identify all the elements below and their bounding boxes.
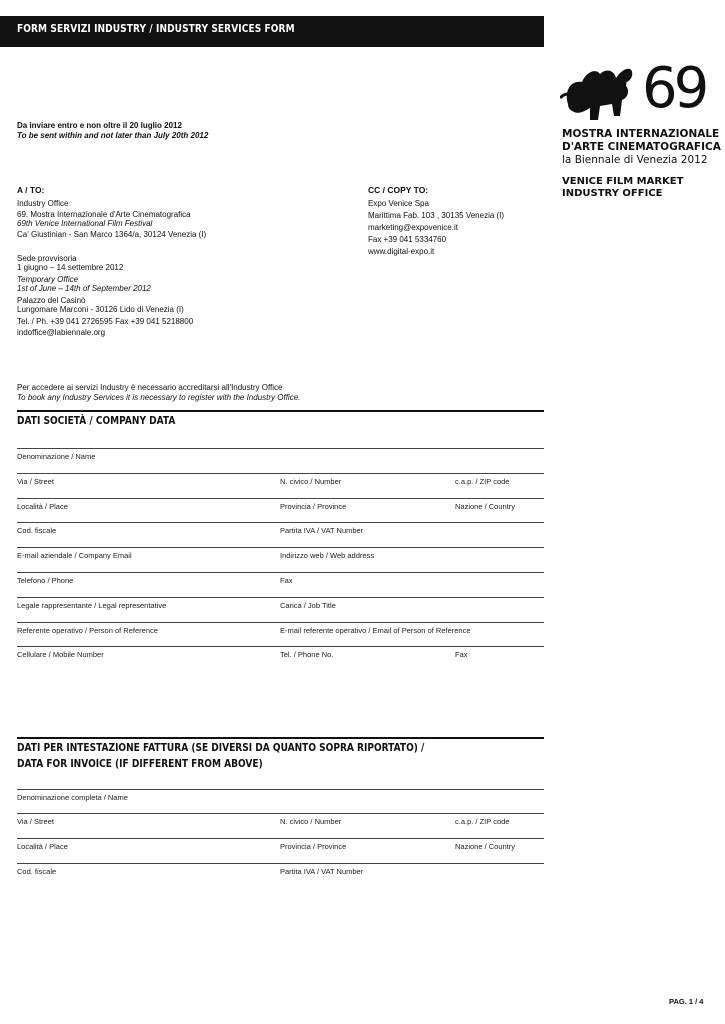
cc-fax: Fax +39 041 5334760: [368, 235, 447, 244]
field-label: Nazione / Country: [455, 502, 516, 511]
to-temp-en-1: Temporary Office: [17, 275, 79, 284]
logo-line-5: INDUSTRY OFFICE: [562, 188, 663, 199]
form-row-reference[interactable]: [17, 622, 544, 641]
field-label: Via / Street: [17, 817, 54, 826]
cc-line: Expo Venice Spa: [368, 199, 429, 208]
to-temp-it-1: Sede provvisoria: [17, 254, 77, 263]
to-temp-it-2: 1 giugno – 14 settembre 2012: [17, 263, 124, 272]
field-label: c.a.p. / ZIP code: [455, 477, 510, 486]
intro-en: To book any Industry Services it is necessary to register with the Industry Office.: [17, 393, 301, 402]
cc-heading: CC / COPY TO:: [368, 185, 429, 195]
page-number: PAG. 1 / 4: [669, 997, 704, 1006]
field-label: E-mail referente operativo / Email of Person of Reference: [280, 626, 471, 635]
form-row-name[interactable]: [17, 448, 544, 467]
section-rule: [17, 737, 544, 739]
cc-line: Marittima Fab. 103 , 30135 Venezia (I): [368, 211, 505, 220]
form-row-legal[interactable]: [17, 597, 544, 616]
cc-website[interactable]: www.digital-expo.it: [368, 247, 435, 256]
invoice-row-tax[interactable]: [17, 863, 544, 882]
field-label: Tel. / Phone No.: [280, 650, 334, 659]
field-label: Denominazione completa / Name: [17, 793, 128, 802]
field-label: N. civico / Number: [280, 477, 342, 486]
form-title: FORM SERVIZI INDUSTRY / INDUSTRY SERVICES FORM: [17, 23, 295, 35]
field-label: Denominazione / Name: [17, 452, 96, 461]
company-section-heading: DATI SOCIETÀ / COMPANY DATA: [17, 415, 176, 427]
form-row-street[interactable]: [17, 473, 544, 492]
field-label: Località / Place: [17, 502, 68, 511]
field-label: Cod. fiscale: [17, 867, 57, 876]
to-heading: A / TO:: [17, 185, 45, 195]
invoice-section-heading-2: DATA FOR INVOICE (IF DIFFERENT FROM ABOVE): [17, 758, 263, 770]
field-label: Carica / Job Title: [280, 601, 336, 610]
form-row-place[interactable]: [17, 498, 544, 517]
logo-line-2: D'ARTE CINEMATOGRAFICA: [562, 141, 721, 153]
field-label: Cellulare / Mobile Number: [17, 650, 104, 659]
header-bar: [0, 16, 544, 47]
invoice-row-name[interactable]: [17, 789, 544, 808]
cc-email[interactable]: marketing@expovenice.it: [368, 223, 458, 232]
logo-line-3: la Biennale di Venezia 2012: [562, 154, 708, 166]
field-label: Fax: [280, 576, 293, 585]
field-label: c.a.p. / ZIP code: [455, 817, 510, 826]
intro-it: Per accedere ai servizi Industry è necessario accreditarsi all'Industry Office: [17, 383, 283, 392]
to-palazzo-2: Lungomare Marconi - 30126 Lido di Venezia (I): [17, 305, 184, 314]
field-label: Legale rappresentante / Legal representative: [17, 601, 167, 610]
field-label: E-mail aziendale / Company Email: [17, 551, 132, 560]
field-label: Provincia / Province: [280, 842, 347, 851]
field-label: Località / Place: [17, 842, 68, 851]
logo-number: 69: [642, 56, 706, 121]
invoice-section-heading-1: DATI PER INTESTAZIONE FATTURA (SE DIVERSI DA QUANTO SOPRA RIPORTATO) /: [17, 742, 425, 754]
field-label: Partita IVA / VAT Number: [280, 867, 364, 876]
logo-line-4: VENICE FILM MARKET: [562, 176, 684, 187]
to-festival-en: 69th Venice International Film Festival: [17, 219, 153, 228]
to-palazzo-1: Palazzo del Casinò: [17, 296, 86, 305]
to-phone: Tel. / Ph. +39 041 2726595 Fax +39 041 5218800: [17, 317, 194, 326]
biennale-logo: [560, 56, 721, 202]
form-row-mobile[interactable]: [17, 646, 544, 665]
to-line: 69. Mostra Internazionale d'Arte Cinematografica: [17, 210, 191, 219]
field-label: Provincia / Province: [280, 502, 347, 511]
field-label: Telefono / Phone: [17, 576, 74, 585]
form-row-email[interactable]: [17, 547, 544, 566]
to-email[interactable]: indoffice@labiennale.org: [17, 328, 106, 337]
field-label: Via / Street: [17, 477, 54, 486]
deadline-en: To be sent within and not later than July 20th 2012: [17, 131, 209, 140]
form-row-tax[interactable]: [17, 522, 544, 541]
to-temp-en-2: 1st of June – 14th of September 2012: [17, 284, 151, 293]
logo-line-1: MOSTRA INTERNAZIONALE: [562, 128, 720, 140]
deadline-it: Da inviare entro e non oltre il 20 luglio 2012: [17, 121, 182, 130]
field-label: Nazione / Country: [455, 842, 516, 851]
field-label: Indirizzo web / Web address: [280, 551, 375, 560]
invoice-row-place[interactable]: [17, 838, 544, 857]
field-label: N. civico / Number: [280, 817, 342, 826]
to-address: Ca' Giustinian - San Marco 1364/a, 30124 Venezia (I): [17, 230, 207, 239]
invoice-row-street[interactable]: [17, 813, 544, 832]
field-label: Cod. fiscale: [17, 526, 57, 535]
to-line: Industry Office: [17, 199, 69, 208]
field-label: Fax: [455, 650, 468, 659]
field-label: Partita IVA / VAT Number: [280, 526, 364, 535]
field-label: Referente operativo / Person of Reference: [17, 626, 158, 635]
section-rule: [17, 410, 544, 412]
form-row-phone[interactable]: [17, 572, 544, 591]
